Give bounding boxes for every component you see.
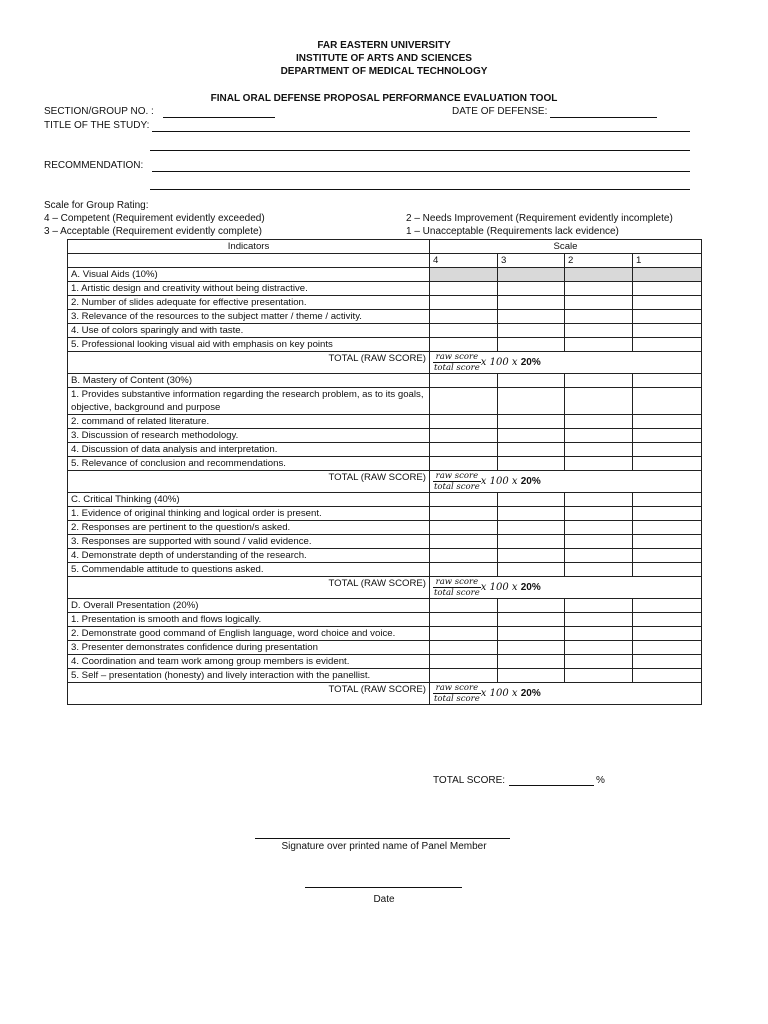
indicator-text: 1. Presentation is smooth and flows logically.: [68, 613, 430, 627]
formula-multiplier-text: x 100 x: [480, 688, 518, 699]
formula-denominator: total score: [434, 588, 480, 598]
rating-cell-3[interactable]: [498, 457, 565, 471]
formula-numerator: raw score: [433, 471, 481, 482]
rating-cell-2[interactable]: [565, 535, 633, 549]
date-label: Date: [373, 894, 395, 905]
table-row: [68, 296, 702, 310]
table-row: [68, 282, 702, 296]
formula-multiplier: [481, 581, 541, 594]
rating-cell-1[interactable]: [633, 443, 702, 457]
rating-cell-3[interactable]: [498, 296, 565, 310]
table-row: [68, 521, 702, 535]
rating-cell-1[interactable]: [633, 563, 702, 577]
indicator-text: 3. Relevance of the resources to the subject matter / theme / activity.: [68, 310, 430, 324]
table-row: [68, 457, 702, 471]
rating-cell-4[interactable]: [430, 415, 498, 429]
rating-cell-4[interactable]: [430, 429, 498, 443]
rating-cell-4[interactable]: [430, 443, 498, 457]
recommendation-label: RECOMMENDATION:: [44, 160, 144, 171]
rating-cell-1[interactable]: [633, 521, 702, 535]
scale-value-4: 4: [430, 254, 498, 268]
signature-label: Signature over printed name of Panel Member: [281, 841, 487, 852]
section-heading-a: A. Visual Aids (10%): [68, 268, 430, 282]
section-heading-c: C. Critical Thinking (40%): [68, 493, 430, 507]
table-row: [68, 338, 702, 352]
section-heading-cell: [498, 268, 565, 282]
section-heading-row: [68, 493, 702, 507]
formula-numerator: raw score: [433, 577, 481, 588]
scale-values-blank: [68, 254, 430, 268]
rating-cell-2[interactable]: [565, 324, 633, 338]
scale-value-3: 3: [498, 254, 565, 268]
rating-cell-2[interactable]: [565, 641, 633, 655]
table-row: [68, 535, 702, 549]
table-header-row: [68, 240, 702, 254]
table-row: [68, 429, 702, 443]
title-of-study-field[interactable]: [152, 131, 690, 132]
rating-cell-1[interactable]: [633, 549, 702, 563]
form-title: FINAL ORAL DEFENSE PROPOSAL PERFORMANCE EVALUATION TOOL: [210, 93, 558, 104]
total-score-label: TOTAL SCORE:: [433, 775, 506, 786]
rating-cell-3[interactable]: [498, 535, 565, 549]
table-row: [68, 641, 702, 655]
total-raw-score-label: TOTAL (RAW SCORE): [68, 471, 430, 493]
rating-cell-2[interactable]: [565, 521, 633, 535]
rating-cell-1[interactable]: [633, 388, 702, 415]
formula-percent: 20%: [520, 688, 541, 699]
rating-cell-3[interactable]: [498, 563, 565, 577]
rating-cell-1[interactable]: [633, 338, 702, 352]
table-row: [68, 415, 702, 429]
rating-cell-3[interactable]: [498, 310, 565, 324]
indicator-text: 1. Evidence of original thinking and logical order is present.: [68, 507, 430, 521]
institute-name: INSTITUTE OF ARTS AND SCIENCES: [296, 53, 472, 64]
section-heading-cell: [430, 374, 498, 388]
indicator-text: 2. Number of slides adequate for effective presentation.: [68, 296, 430, 310]
scale-values-row: [68, 254, 702, 268]
rating-cell-4[interactable]: [430, 669, 498, 683]
rating-cell-1[interactable]: [633, 613, 702, 627]
section-heading-d: D. Overall Presentation (20%): [68, 599, 430, 613]
rating-cell-2[interactable]: [565, 655, 633, 669]
rating-cell-3[interactable]: [498, 324, 565, 338]
indicators-header: Indicators: [68, 240, 430, 254]
recommendation-field[interactable]: [152, 171, 690, 172]
table-row: [68, 310, 702, 324]
rating-cell-3[interactable]: [498, 443, 565, 457]
total-raw-score-label: TOTAL (RAW SCORE): [68, 683, 430, 705]
total-raw-score-label: TOTAL (RAW SCORE): [68, 577, 430, 599]
rating-cell-4[interactable]: [430, 549, 498, 563]
table-row: [68, 549, 702, 563]
rating-cell-1[interactable]: [633, 310, 702, 324]
university-name: FAR EASTERN UNIVERSITY: [317, 40, 451, 51]
rating-cell-4[interactable]: [430, 324, 498, 338]
rating-cell-3[interactable]: [498, 669, 565, 683]
rating-cell-2[interactable]: [565, 549, 633, 563]
scale-header: Scale: [430, 240, 702, 254]
section-heading-cell: [633, 374, 702, 388]
section-heading-cell: [633, 599, 702, 613]
rating-cell-1[interactable]: [633, 324, 702, 338]
formula-denominator: total score: [434, 363, 480, 373]
rating-cell-2[interactable]: [565, 563, 633, 577]
scale-value-1: 1: [633, 254, 702, 268]
score-formula: [430, 471, 702, 493]
section-heading-cell: [565, 493, 633, 507]
section-heading-cell: [565, 599, 633, 613]
scale-value-2: 2: [565, 254, 633, 268]
formula-multiplier: [481, 475, 541, 488]
rating-cell-2[interactable]: [565, 443, 633, 457]
formula-numerator: raw score: [433, 683, 481, 694]
rating-cell-2[interactable]: [565, 388, 633, 415]
section-group-field[interactable]: [163, 117, 275, 118]
rating-cell-4[interactable]: [430, 507, 498, 521]
rating-cell-2[interactable]: [565, 507, 633, 521]
indicator-text: 2. command of related literature.: [68, 415, 430, 429]
rating-cell-3[interactable]: [498, 429, 565, 443]
rating-cell-4[interactable]: [430, 296, 498, 310]
rating-cell-3[interactable]: [498, 282, 565, 296]
recommendation-field-line-2[interactable]: [150, 189, 690, 190]
section-heading-cell: [498, 599, 565, 613]
rating-cell-4[interactable]: [430, 338, 498, 352]
table-row: [68, 613, 702, 627]
rating-cell-2[interactable]: [565, 338, 633, 352]
rating-cell-1[interactable]: [633, 535, 702, 549]
formula-fraction: [433, 683, 481, 704]
rating-cell-3[interactable]: [498, 613, 565, 627]
total-row: [68, 577, 702, 599]
table-row: [68, 443, 702, 457]
formula-percent: 20%: [520, 357, 541, 368]
scale-item-1: 1 – Unacceptable (Requirements lack evidence): [406, 226, 619, 237]
rating-cell-3[interactable]: [498, 415, 565, 429]
rating-cell-2[interactable]: [565, 429, 633, 443]
rating-cell-1[interactable]: [633, 641, 702, 655]
section-heading-b: B. Mastery of Content (30%): [68, 374, 430, 388]
section-heading-cell: [430, 599, 498, 613]
rating-cell-3[interactable]: [498, 641, 565, 655]
section-heading-cell: [565, 268, 633, 282]
table-row: [68, 324, 702, 338]
section-heading-cell: [565, 374, 633, 388]
scale-item-4: 4 – Competent (Requirement evidently exceeded): [44, 213, 265, 224]
rating-cell-1[interactable]: [633, 415, 702, 429]
title-of-study-field-line-2[interactable]: [150, 150, 690, 151]
evaluation-table: [67, 239, 702, 705]
total-row: [68, 683, 702, 705]
indicator-text: 2. Demonstrate good command of English language, word choice and voice.: [68, 627, 430, 641]
rating-cell-3[interactable]: [498, 549, 565, 563]
total-score-percent: %: [596, 775, 605, 786]
table-row: [68, 388, 702, 415]
total-score-field[interactable]: [509, 785, 594, 786]
scale-item-2: 2 – Needs Improvement (Requirement evidently incomplete): [406, 213, 673, 224]
rating-cell-1[interactable]: [633, 282, 702, 296]
formula-numerator: raw score: [433, 352, 481, 363]
rating-cell-1[interactable]: [633, 296, 702, 310]
rating-cell-1[interactable]: [633, 655, 702, 669]
date-field[interactable]: [305, 887, 462, 888]
indicator-text: 4. Demonstrate depth of understanding of the research.: [68, 549, 430, 563]
table-row: [68, 563, 702, 577]
total-raw-score-label: TOTAL (RAW SCORE): [68, 352, 430, 374]
rating-cell-3[interactable]: [498, 627, 565, 641]
rating-cell-1[interactable]: [633, 507, 702, 521]
section-heading-cell: [633, 268, 702, 282]
scale-heading: Scale for Group Rating:: [44, 200, 149, 211]
section-heading-cell: [430, 493, 498, 507]
rating-cell-2[interactable]: [565, 415, 633, 429]
formula-denominator: total score: [434, 482, 480, 492]
total-row: [68, 471, 702, 493]
indicator-text: 3. Responses are supported with sound / valid evidence.: [68, 535, 430, 549]
rating-cell-2[interactable]: [565, 282, 633, 296]
section-heading-row: [68, 374, 702, 388]
section-heading-row: [68, 268, 702, 282]
signature-field[interactable]: [255, 838, 510, 839]
rating-cell-3[interactable]: [498, 655, 565, 669]
rating-cell-2[interactable]: [565, 296, 633, 310]
rating-cell-2[interactable]: [565, 613, 633, 627]
department-name: DEPARTMENT OF MEDICAL TECHNOLOGY: [280, 66, 488, 77]
indicator-text: 4. Discussion of data analysis and interpretation.: [68, 443, 430, 457]
indicator-text: 5. Self – presentation (honesty) and lively interaction with the panellist.: [68, 669, 430, 683]
rating-cell-4[interactable]: [430, 563, 498, 577]
indicator-text: 5. Professional looking visual aid with emphasis on key points: [68, 338, 430, 352]
formula-multiplier-text: x 100 x: [480, 357, 518, 368]
section-heading-cell: [498, 493, 565, 507]
score-formula: [430, 577, 702, 599]
formula-multiplier-text: x 100 x: [480, 476, 518, 487]
indicator-text: 1. Provides substantive information regarding the research problem, as to its goals, objective, background and purpose: [68, 388, 430, 415]
score-formula: [430, 352, 702, 374]
section-heading-cell: [498, 374, 565, 388]
formula-fraction: [433, 352, 481, 373]
indicator-text: 1. Artistic design and creativity without being distractive.: [68, 282, 430, 296]
score-formula: [430, 683, 702, 705]
rating-cell-4[interactable]: [430, 655, 498, 669]
section-group-label: SECTION/GROUP NO. :: [44, 106, 154, 117]
rating-cell-1[interactable]: [633, 429, 702, 443]
indicator-text: 3. Presenter demonstrates confidence during presentation: [68, 641, 430, 655]
rating-cell-3[interactable]: [498, 338, 565, 352]
indicator-text: 2. Responses are pertinent to the question/s asked.: [68, 521, 430, 535]
formula-denominator: total score: [434, 694, 480, 704]
formula-multiplier-text: x 100 x: [480, 582, 518, 593]
rating-cell-4[interactable]: [430, 282, 498, 296]
indicator-text: 3. Discussion of research methodology.: [68, 429, 430, 443]
rating-cell-4[interactable]: [430, 457, 498, 471]
rating-cell-1[interactable]: [633, 457, 702, 471]
formula-multiplier: [481, 687, 541, 700]
rating-cell-4[interactable]: [430, 521, 498, 535]
scale-item-3: 3 – Acceptable (Requirement evidently complete): [44, 226, 262, 237]
table-row: [68, 507, 702, 521]
rating-cell-4[interactable]: [430, 641, 498, 655]
rating-cell-4[interactable]: [430, 627, 498, 641]
rating-cell-1[interactable]: [633, 669, 702, 683]
indicator-text: 4. Coordination and team work among group members is evident.: [68, 655, 430, 669]
rating-cell-3[interactable]: [498, 507, 565, 521]
formula-fraction: [433, 577, 481, 598]
rating-cell-2[interactable]: [565, 457, 633, 471]
rating-cell-2[interactable]: [565, 627, 633, 641]
formula-fraction: [433, 471, 481, 492]
section-heading-row: [68, 599, 702, 613]
table-row: [68, 655, 702, 669]
rating-cell-2[interactable]: [565, 310, 633, 324]
total-row: [68, 352, 702, 374]
formula-multiplier: [481, 356, 541, 369]
date-of-defense-field[interactable]: [550, 117, 657, 118]
rating-cell-4[interactable]: [430, 310, 498, 324]
rating-cell-3[interactable]: [498, 521, 565, 535]
formula-percent: 20%: [520, 582, 541, 593]
table-row: [68, 627, 702, 641]
formula-percent: 20%: [520, 476, 541, 487]
section-heading-cell: [430, 268, 498, 282]
table-row: [68, 669, 702, 683]
rating-cell-4[interactable]: [430, 388, 498, 415]
date-of-defense-label: DATE OF DEFENSE:: [452, 106, 548, 117]
rating-cell-4[interactable]: [430, 535, 498, 549]
rating-cell-4[interactable]: [430, 613, 498, 627]
rating-cell-2[interactable]: [565, 669, 633, 683]
rating-cell-1[interactable]: [633, 627, 702, 641]
section-heading-cell: [633, 493, 702, 507]
title-of-study-label: TITLE OF THE STUDY:: [44, 120, 150, 131]
indicator-text: 4. Use of colors sparingly and with taste.: [68, 324, 430, 338]
indicator-text: 5. Commendable attitude to questions asked.: [68, 563, 430, 577]
rating-cell-3[interactable]: [498, 388, 565, 415]
indicator-text: 5. Relevance of conclusion and recommendations.: [68, 457, 430, 471]
